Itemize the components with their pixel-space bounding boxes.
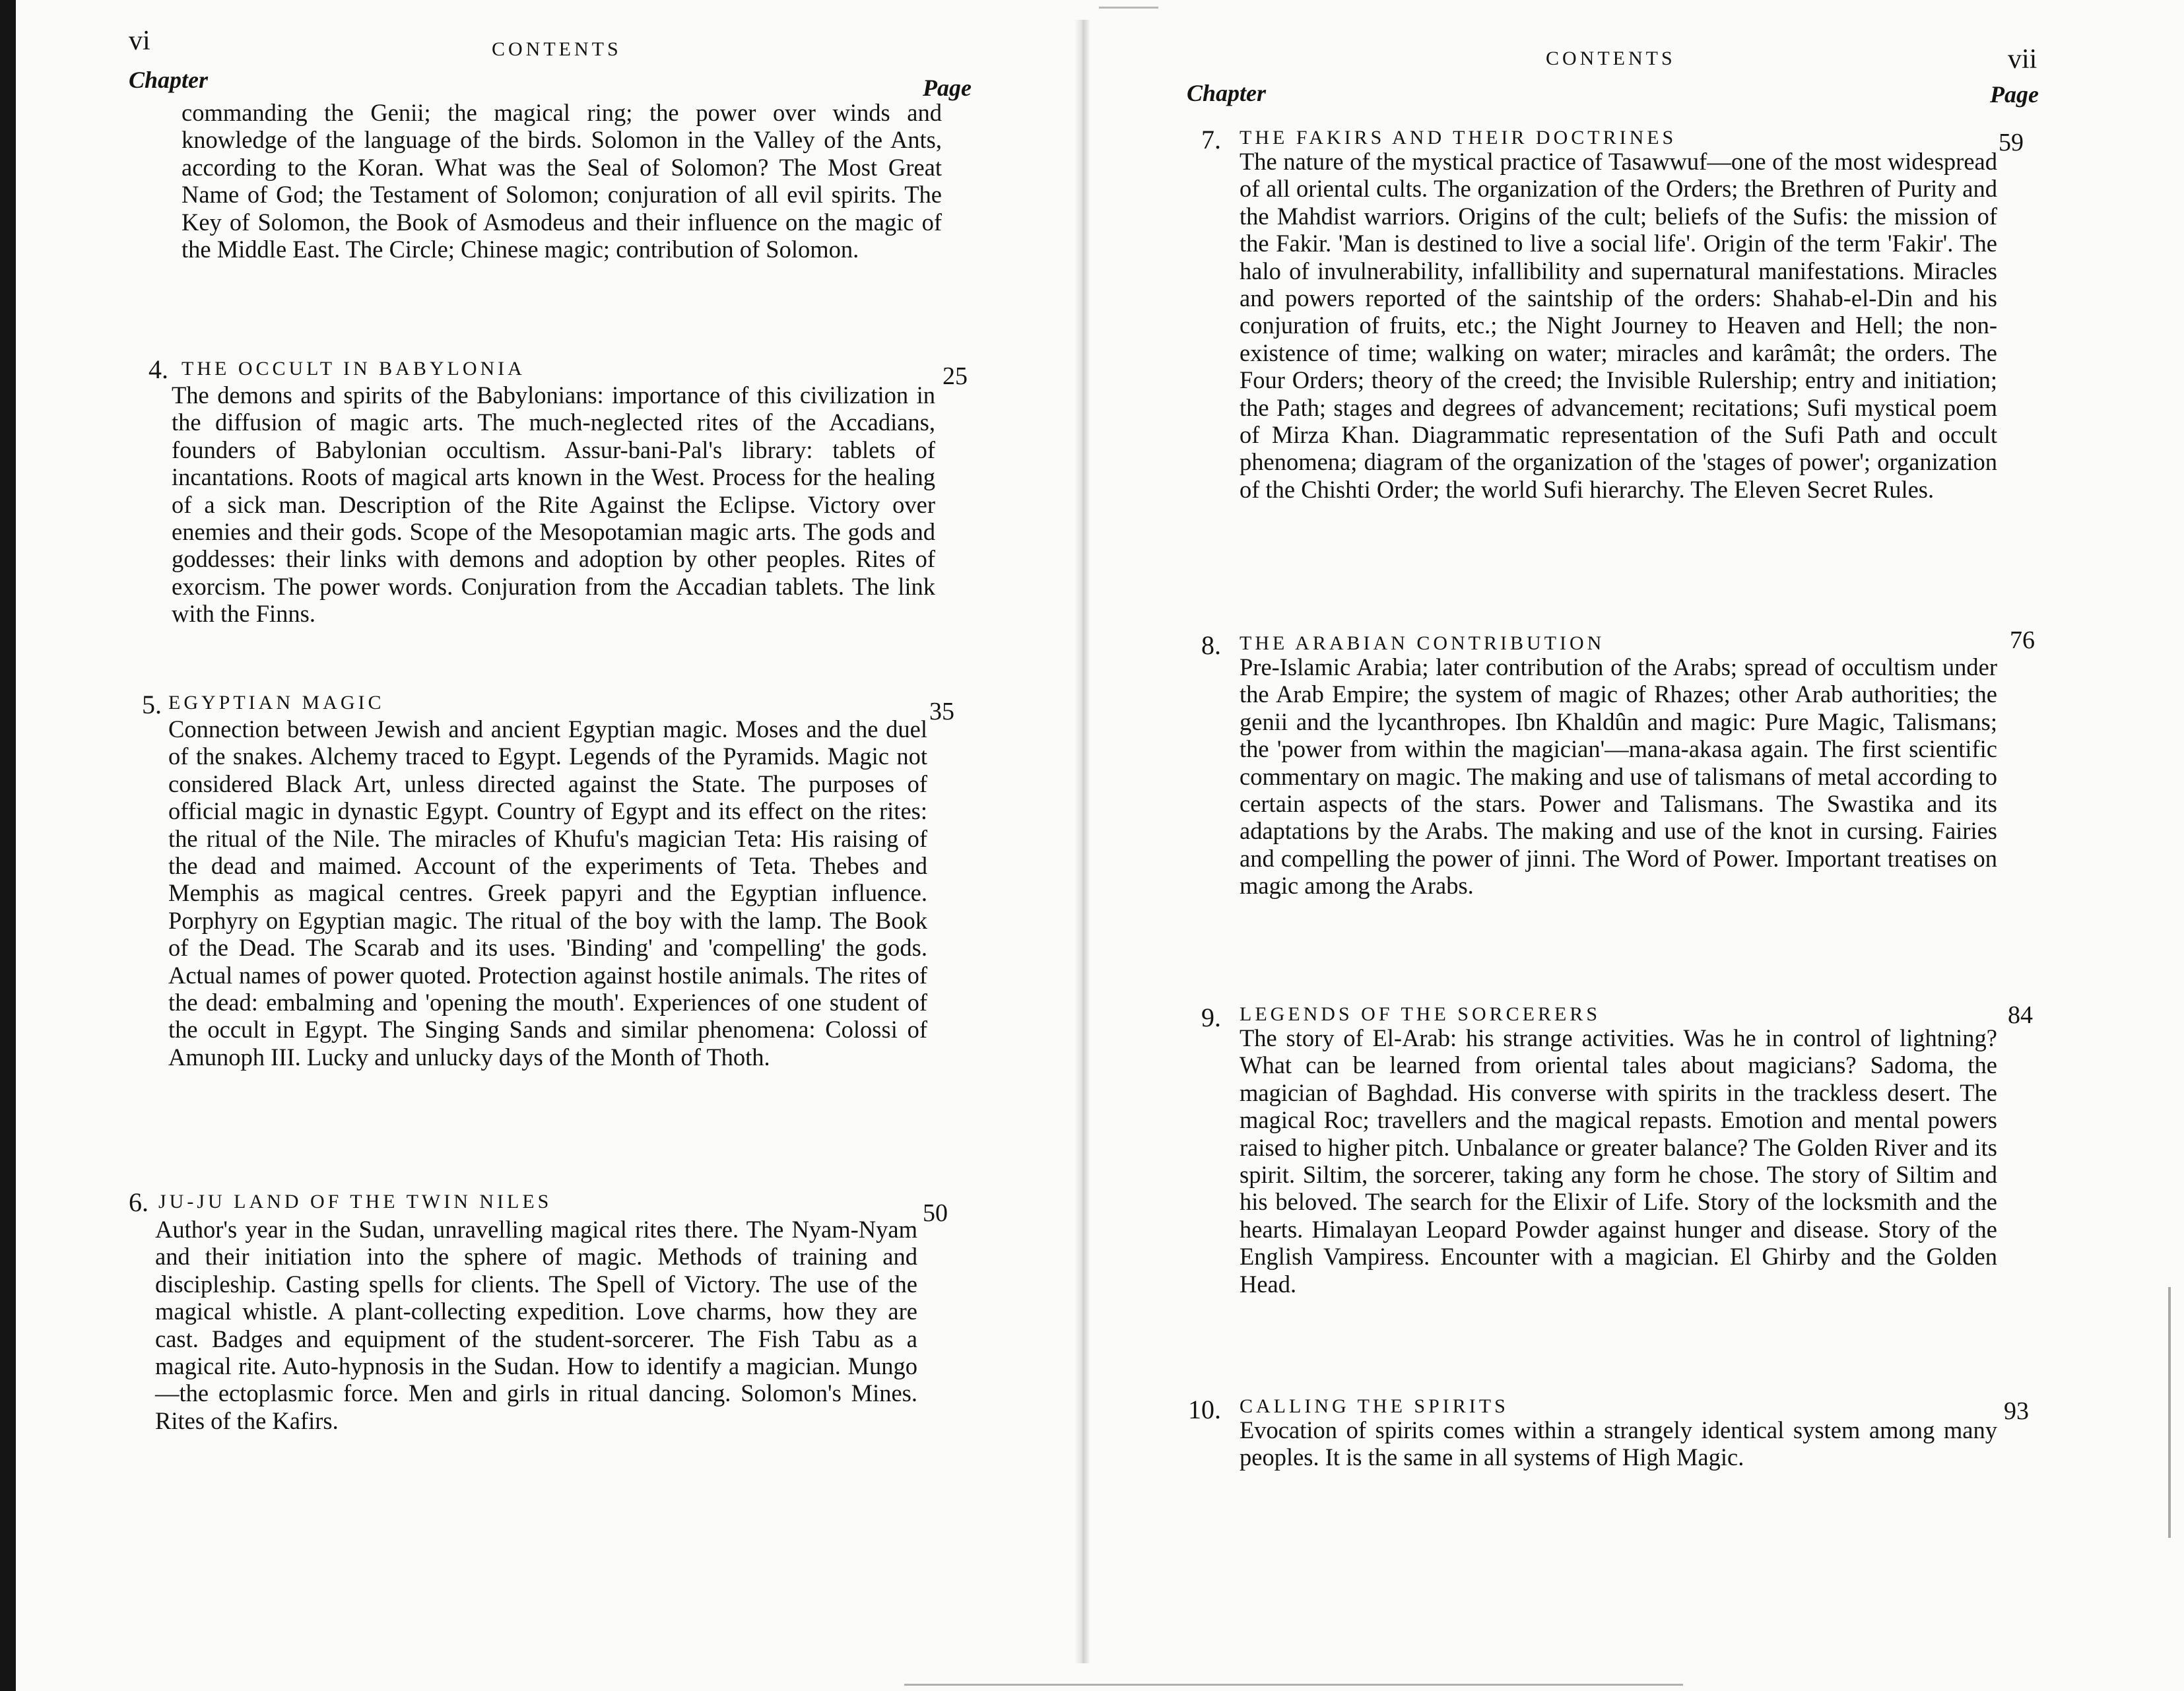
chapter-number: 10. bbox=[1188, 1395, 1221, 1424]
continued-description: commanding the Genii; the magical ring; the power over winds and knowledge of the language of the birds. Solomon in the Valley of the Ants, according to the Koran. What was the Seal of Solomon? The Most Great Name of God; the Testament of Solomon; conjuration of all evil spirits. The Key of Solomon, the Book of Asmodeus and their influence on the magic of the Middle East. The Circle; Chinese magic; contribution of Solomon. bbox=[182, 99, 942, 263]
chapter-page-number: 84 bbox=[2008, 1001, 2033, 1029]
page-folio: vii bbox=[2008, 44, 2037, 75]
chapter-description: The story of El-Arab: his strange activities. Was he in control of lightning? What can be learned from oriental tales about magicians? Sadoma, the magician of Baghdad. His converse with spirits in the trackless desert. The magical Roc; travellers and the magical repasts. Emotion and mental powers raised to higher pitch. Unbalance or greater balance? The Golden River and its spirit. Siltim, the sorcerer, taking any form he chose. The story of Siltim and his beloved. The search for the Elixir of Life. Story of the locksmith and the hearts. Himalayan Leopard Powder against hunger and disease. Story of the English Vampiress. Encounter with a magician. El Ghirby and the Golden Head. bbox=[1240, 1024, 1997, 1298]
chapter-description: Evocation of spirits comes within a strangely identical system among many peoples. It is the same in all systems of High Magic. bbox=[1240, 1416, 1997, 1471]
chapter-description: Connection between Jewish and ancient Egyptian magic. Moses and the duel of the snakes. Alchemy traced to Egypt. Legends of the Pyramids. Magic not considered Black Art, unless directed against the State. The purposes of official magic in dynastic Egypt. Country of Egypt and its effect on the rites: the ritual of the Nile. The miracles of Khufu's magician Teta: His raising of the dead and maimed. Account of the experiments of Teta. Thebes and Memphis as magical centres. Greek papyri and the Egyptian influence. Porphyry on Egyptian magic. The ritual of the boy with the lamp. The Book of the Dead. The Scarab and its uses. 'Binding' and 'compelling' the gods. Actual names of power quoted. Protection against hostile animals. The rites of the dead: embalming and 'opening the mouth'. Experiences of one student of the occult in Egypt. The Singing Sands and similar phenomena: Colossi of Amunoph III. Lucky and unlucky days of the Month of Thoth. bbox=[168, 715, 927, 1071]
chapter-title[interactable]: THE OCCULT IN BABYLONIA bbox=[182, 358, 525, 380]
page-folio: vi bbox=[129, 26, 150, 56]
chapter-number: 7. bbox=[1201, 125, 1221, 154]
chapter-page-number: 25 bbox=[943, 362, 968, 390]
chapter-number: 9. bbox=[1201, 1003, 1221, 1032]
gutter-top-rule bbox=[1099, 7, 1158, 9]
chapter-description: The demons and spirits of the Babylonians: importance of this civilization in the diffusion of magic arts. The much-neglected rites of the Accadians, founders of Babylonian occultism. Assur-bani-Pal's library: tablets of incantations. Roots of magical arts known in the West. Process for the healing of a sick man. Description of the Rite Against the Eclipse. Victory over enemies and their gods. Scope of the Mesopotamian magic arts. The gods and goddesses: their links with demons and adoption by other peoples. Rites of exorcism. The power words. Conjuration from the Accadian tablets. The link with the Finns. bbox=[172, 381, 935, 628]
chapter-column-label: Chapter bbox=[129, 67, 209, 93]
chapter-page-number: 59 bbox=[1999, 129, 2024, 156]
chapter-number: 4. bbox=[149, 354, 168, 384]
chapter-page-number: 93 bbox=[2004, 1397, 2029, 1425]
chapter-title[interactable]: CALLING THE SPIRITS bbox=[1240, 1395, 1509, 1417]
binding-shadow-left bbox=[0, 0, 16, 1691]
chapter-page-number: 35 bbox=[929, 698, 954, 725]
chapter-description: Author's year in the Sudan, unravelling magical rites there. The Nyam-Nyam and their initiation into the sphere of magic. Methods of training and discipleship. Casting spells for clients. The Spell of Victory. The use of the magical whistle. A plant-collecting expedition. Love charms, how they are cast. Badges and equipment of the student-sorcerer. The Fish Tabu as a magical rite. Auto-hypnosis in the Sudan. How to identify a magician. Mungo—the ectoplasmic force. Men and girls in ritual dancing. Solomon's Mines. Rites of the Kafirs. bbox=[155, 1216, 917, 1434]
running-head: CONTENTS bbox=[492, 38, 622, 60]
page-column-label: Page bbox=[1990, 81, 2039, 108]
chapter-number: 5. bbox=[142, 690, 162, 719]
chapter-title[interactable]: EGYPTIAN MAGIC bbox=[168, 692, 385, 713]
page-column-label: Page bbox=[923, 75, 972, 101]
chapter-page-number: 76 bbox=[2010, 626, 2035, 654]
chapter-title[interactable]: LEGENDS OF THE SORCERERS bbox=[1240, 1003, 1601, 1025]
chapter-title[interactable]: THE FAKIRS AND THEIR DOCTRINES bbox=[1240, 127, 1677, 149]
left-page bbox=[40, 0, 972, 1691]
right-page bbox=[1162, 0, 2099, 1691]
chapter-number: 6. bbox=[129, 1187, 149, 1217]
chapter-description: Pre-Islamic Arabia; later contribution of the Arabs; spread of occultism under the Arab Empire; the system of magic of Rhazes; other Arab authorities; the genii and the lycanthropes. Ibn Khaldûn and magic: Pure Magic, Talismans; the 'power from within the magician'—mana-akasa again. The first scientific commentary on magic. The making and use of talismans of metal according to certain aspects of the stars. Power and Talismans. The Swastika and its adaptations by the Arabs. The making and use of the knot in cursing. Fairies and compelling the power of jinni. The Word of Power. Important treatises on magic among the Arabs. bbox=[1240, 653, 1997, 900]
right-page-edge bbox=[2168, 1287, 2171, 1538]
book-gutter bbox=[1075, 20, 1090, 1663]
chapter-title[interactable]: JU-JU LAND OF THE TWIN NILES bbox=[158, 1191, 552, 1212]
chapter-page-number: 50 bbox=[923, 1199, 948, 1227]
chapter-title[interactable]: THE ARABIAN CONTRIBUTION bbox=[1240, 632, 1605, 654]
chapter-number: 8. bbox=[1201, 630, 1221, 660]
chapter-description: The nature of the mystical practice of Tasawwuf—one of the most widespread of all oriental cults. The organization of the Orders; the Brethren of Purity and the Mahdist warriors. Origins of the cult; beliefs of the Sufis: the mission of the Fakir. 'Man is destined to live a social life'. Origin of the term 'Fakir'. The halo of invulnerability, infallibility and supernatural manifestations. Miracles and powers reported of the saintship of the orders: Shahab-el-Din and his conjuration of fruits, etc.; the Night Journey to Heaven and Hell; the non-existence of time; walking on water; miracles and karâmât; the orders. The Four Orders; theory of the creed; the Invisible Rulership; entry and initiation; the Path; stages and degrees of advancement; recitations; Sufi mystical poem of Mirza Khan. Diagrammatic representation of the Sufi Path and occult phenomena; diagram of the organization of the 'stages of power'; organization of the Chishti Order; the world Sufi hierarchy. The Eleven Secret Rules. bbox=[1240, 148, 1997, 503]
chapter-column-label: Chapter bbox=[1187, 80, 1267, 106]
running-head: CONTENTS bbox=[1546, 48, 1676, 69]
